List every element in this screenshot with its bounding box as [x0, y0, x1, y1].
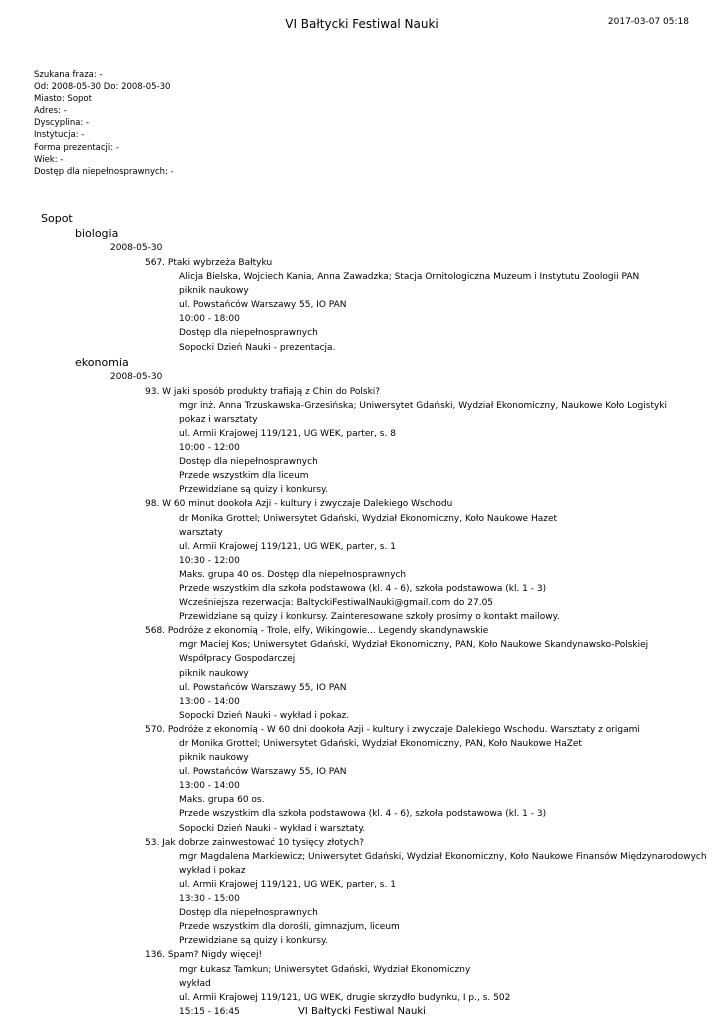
event-form: wykład i pokaz [179, 865, 246, 876]
event-form: pokaz i warsztaty [179, 414, 258, 425]
filter-discipline: Dyscyplina: - [34, 118, 90, 129]
event-title: 53. Jak dobrze zainwestować 10 tysięcy złotych? [145, 837, 365, 848]
filter-age: Wiek: - [34, 154, 64, 165]
event-time: 10:00 - 18:00 [179, 314, 240, 325]
results-list [0, 211, 724, 1019]
event-address: ul. Armii Krajowej 119/121, UG WEK, parter, s. 1 [179, 541, 396, 552]
event-note: Przede wszystkim dla liceum [179, 471, 309, 482]
event-note: Sopocki Dzień Nauki - wykład i warsztaty. [179, 823, 366, 834]
event-note: Przede wszystkim dla szkoła podstawowa (kl. 4 - 6), szkoła podstawowa (kl. 1 - 3) [179, 583, 547, 594]
page-header-date: 2017-03-07 05:18 [607, 17, 689, 27]
date-heading: 2008-05-30 [110, 243, 163, 253]
filter-presentation-form: Forma prezentacji: - [34, 142, 119, 153]
event-address: ul. Powstańców Warszawy 55, IO PAN [179, 300, 347, 311]
event-note: Przewidziane są quizy i konkursy. [179, 936, 328, 947]
event-time: 13:30 - 15:00 [179, 894, 240, 905]
event-organizer: dr Monika Grottel; Uniwersytet Gdański, Wydział Ekonomiczny, Koło Naukowe Hazet [179, 513, 558, 524]
event-item [0, 497, 724, 624]
page-header-title: VI Bałtycki Festiwal Nauki [285, 17, 439, 31]
event-item [0, 836, 724, 949]
event-note: Dostęp dla niepełnosprawnych [179, 328, 318, 339]
event-organizer: mgr Magdalena Markiewicz; Uniwersytet Gdański, Wydział Ekonomiczny, Koło Naukowe Finansów Międzynarodowych [179, 851, 707, 862]
event-time: 13:00 - 14:00 [179, 696, 240, 707]
filter-accessibility: Dostęp dla niepełnosprawnych: - [34, 166, 174, 177]
event-title: 570. Podróże z ekonomią - W 60 dni dookoła Azji - kultury i zwyczaje Dalekiego Wschodu. Warsztaty z origami [145, 724, 640, 735]
event-time: 10:00 - 12:00 [179, 443, 240, 454]
event-note: Maks. grupa 40 os. Dostęp dla niepełnosprawnych [179, 569, 407, 580]
event-organizer: Alicja Bielska, Wojciech Kania, Anna Zawadzka; Stacja Ornitologiczna Muzeum i Instytutu Zoologii PAN [179, 272, 640, 283]
event-address: ul. Powstańców Warszawy 55, IO PAN [179, 767, 347, 778]
event-form: piknik naukowy [179, 753, 249, 764]
event-item [0, 385, 724, 498]
page-footer-title: VI Bałtycki Festiwal Nauki [298, 1006, 426, 1017]
event-form: piknik naukowy [179, 286, 249, 297]
event-title: 93. W jaki sposób produkty trafiają z Chin do Polski? [145, 386, 381, 397]
discipline-heading-ekonomia: ekonomia [75, 355, 129, 369]
event-note: Przede wszystkim dla szkoła podstawowa (kl. 4 - 6), szkoła podstawowa (kl. 1 - 3) [179, 809, 547, 820]
event-title: 568. Podróże z ekonomią - Trole, elfy, Wikingowie... Legendy skandynawskie [145, 626, 489, 637]
event-organizer: mgr Maciej Kos; Uniwersytet Gdański, Wydział Ekonomiczny, PAN, Koło Naukowe Skandynawsko-Polskiej Współpracy Gospodarczej [179, 640, 649, 665]
event-address: ul. Armii Krajowej 119/121, UG WEK, parter, s. 8 [179, 428, 396, 439]
event-item [0, 624, 724, 723]
event-title: 567. Ptaki wybrzeża Bałtyku [145, 258, 273, 268]
event-title: 136. Spam? Nigdy więcej! [145, 950, 263, 961]
event-organizer: mgr inż. Anna Trzuskawska-Grzesińska; Uniwersytet Gdański, Wydział Ekonomiczny, Naukowe Koło Logistyki [179, 400, 668, 411]
filter-date-range: Od: 2008-05-30 Do: 2008-05-30 [34, 82, 171, 93]
event-note: Dostęp dla niepełnosprawnych [179, 457, 318, 468]
event-item [0, 723, 724, 836]
event-address: ul. Armii Krajowej 119/121, UG WEK, parter, s. 1 [179, 879, 396, 890]
search-filters [34, 69, 174, 178]
event-item [0, 256, 724, 355]
event-address: ul. Powstańców Warszawy 55, IO PAN [179, 682, 347, 693]
discipline-heading-biologia: biologia [75, 227, 119, 240]
filter-city: Miasto: Sopot [34, 94, 92, 105]
city-heading: Sopot [41, 212, 73, 225]
event-form: wykład [179, 978, 211, 989]
date-heading: 2008-05-30 [110, 371, 163, 382]
event-form: piknik naukowy [179, 668, 249, 679]
event-time: 13:00 - 14:00 [179, 781, 240, 792]
event-title: 98. W 60 minut dookoła Azji - kultury i zwyczaje Dalekiego Wschodu [145, 499, 453, 510]
event-form: warsztaty [179, 527, 223, 538]
event-note: Dostęp dla niepełnosprawnych [179, 908, 318, 919]
event-note: Przede wszystkim dla dorośli, gimnazjum, liceum [179, 922, 400, 933]
filter-institution: Instytucja: - [34, 130, 85, 141]
event-organizer: dr Monika Grottel; Uniwersytet Gdański, Wydział Ekonomiczny, PAN, Koło Naukowe HaZet [179, 739, 582, 749]
filter-address: Adres: - [34, 106, 67, 117]
filter-phrase: Szukana fraza: - [34, 70, 103, 80]
event-reservation: Wcześniejsza rezerwacja: BaltyckiFestiwalNauki@gmail.com do 27.05 [179, 598, 494, 609]
event-note: Sopocki Dzień Nauki - prezentacja. [179, 342, 336, 353]
event-note: Przewidziane są quizy i konkursy. Zainteresowane szkoły prosimy o kontakt mailowy. [179, 612, 560, 623]
event-address: ul. Armii Krajowej 119/121, UG WEK, drugie skrzydło budynku, I p., s. 502 [179, 992, 511, 1003]
event-time: 10:30 - 12:00 [179, 555, 240, 566]
event-organizer: mgr Łukasz Tamkun; Uniwersytet Gdański, Wydział Ekonomiczny [179, 964, 471, 975]
event-note: Maks. grupa 60 os. [179, 795, 265, 806]
event-note: Przewidziane są quizy i konkursy. [179, 485, 328, 496]
event-time: 15:15 - 16:45 [179, 1006, 240, 1017]
event-note: Sopocki Dzień Nauki - wykład i pokaz. [179, 710, 350, 721]
